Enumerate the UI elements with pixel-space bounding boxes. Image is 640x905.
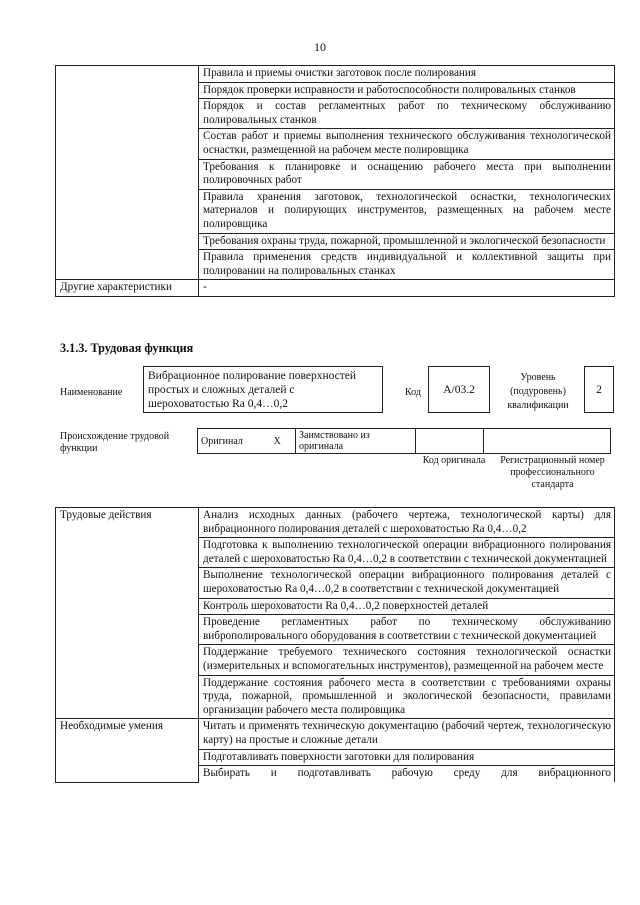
table-row	[56, 280, 615, 297]
other-characteristics-value: -	[199, 280, 615, 297]
reg-number-cell	[484, 429, 611, 454]
action-item: Контроль шероховатости Ra 0,4…0,2 поверхностей деталей	[199, 598, 615, 615]
table-row	[56, 66, 615, 83]
borrowed-label: Заимствовано из оригинала	[296, 429, 416, 454]
skill-item: Выбирать и подготавливать рабочую среду для вибрационного	[199, 766, 615, 783]
action-item: Проведение регламентных работ по техническому обслуживанию виброполировального оборудования в соответствии с технической документацией	[199, 615, 615, 645]
qualification-level-box: 2	[584, 366, 614, 413]
knowledge-table	[55, 65, 615, 297]
knowledge-item: Состав работ и приемы выполнения технического обслуживания технологической оснастки, размещенной на рабочем месте полировщика	[199, 129, 615, 159]
origin-code-caption: Код оригинала	[422, 455, 486, 466]
knowledge-label-cell	[56, 66, 199, 280]
qualification-level-label: Уровень (подуровень) квалификации	[507, 372, 569, 411]
knowledge-item: Требования к планировке и оснащению рабочего места при выполнении полировочных работ	[199, 159, 615, 189]
knowledge-item: Требования охраны труда, пожарной, промышленной и экологической безопасности	[199, 233, 615, 250]
table-row	[56, 508, 615, 538]
other-characteristics-label: Другие характеристики	[56, 280, 199, 297]
page-number: 10	[314, 40, 326, 54]
skill-item: Подготавливать поверхности заготовки для полирования	[199, 749, 615, 766]
action-item: Поддержание требуемого технического состояния технологической оснастки (измерительных и вспомогательных инструментов), размещенной на рабочем месте	[199, 645, 615, 675]
original-mark: X	[260, 429, 296, 454]
origin-label: Происхождение трудовой функции	[60, 431, 170, 454]
action-item: Выполнение технологической операции вибрационного полирования деталей с шероховатостью Ra 0,4…0,2 в соответствии с технической документацией	[199, 568, 615, 598]
section-heading: 3.1.3. Трудовая функция	[60, 341, 194, 355]
skill-item: Читать и применять техническую документацию (рабочий чертеж, технологическую карту) на простые и сложные детали	[199, 719, 615, 749]
actions-label: Трудовые действия	[56, 508, 199, 719]
action-item: Подготовка к выполнению технологической операции вибрационного полирования деталей с шероховатостью Ra 0,4…0,2 в соответствии с технической документацией	[199, 538, 615, 568]
knowledge-item: Правила хранения заготовок, технологической оснастки, технологических материалов и полирующих инструментов, размещенных на рабочем месте полировщика	[199, 189, 615, 233]
code-label: Код	[405, 387, 421, 398]
origin-table	[197, 428, 611, 454]
function-name-box: Вибрационное полирование поверхностей простых и сложных деталей с шероховатостью Ra 0,4…0,2	[143, 366, 383, 413]
table-row	[56, 719, 615, 749]
action-item: Поддержание состояния рабочего места в соответствии с требованиями охраны труда, пожарной, промышленной и экологической безопасности, правилами организации рабочего места полировщика	[199, 675, 615, 719]
function-details-table	[55, 507, 615, 783]
skills-label: Необходимые умения	[56, 719, 199, 782]
original-label: Оригинал	[198, 429, 260, 454]
code-value-box: А/03.2	[428, 366, 490, 413]
origin-code-cell	[416, 429, 484, 454]
knowledge-item: Порядок проверки исправности и работоспособности полировальных станков	[199, 82, 615, 99]
action-item: Анализ исходных данных (рабочего чертежа, технологической карты) для вибрационного полирования деталей с шероховатостью Ra 0,4…0,2	[199, 508, 615, 538]
reg-number-caption: Регистрационный номер профессионального стандарта	[500, 455, 605, 490]
knowledge-item: Правила и приемы очистки заготовок после полирования	[199, 66, 615, 83]
knowledge-item: Порядок и состав регламентных работ по техническому обслуживанию полировальных станков	[199, 99, 615, 129]
knowledge-item: Правила применения средств индивидуальной и коллективной защиты при полировании на полировальных станках	[199, 250, 615, 280]
name-label: Наименование	[60, 387, 123, 398]
